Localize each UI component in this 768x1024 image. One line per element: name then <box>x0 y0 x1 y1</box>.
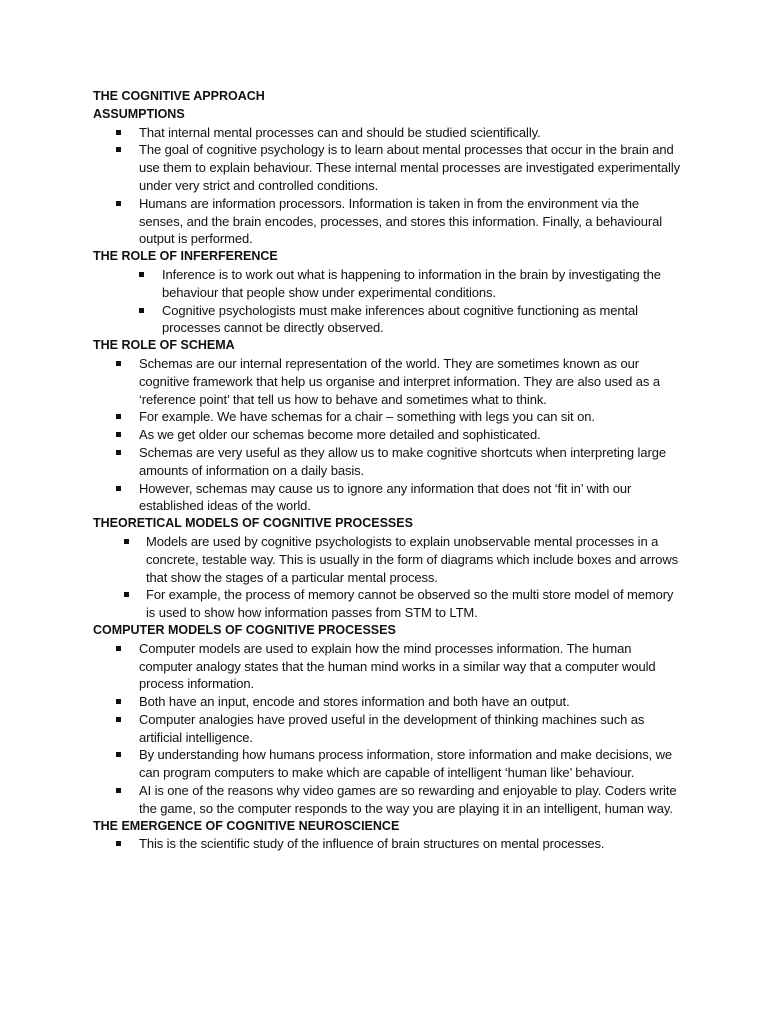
list-item-text: For example. We have schemas for a chair – something with legs you can sit on. <box>139 409 595 425</box>
list-item-text: Schemas are very useful as they allow us to make cognitive shortcuts when interpreting large amounts of information on a daily basis. <box>139 444 666 478</box>
list-item <box>93 195 683 248</box>
list-item <box>93 746 683 782</box>
list-item-text: Computer models are used to explain how the mind processes information. The human computer analogy states that the human mind works in a similar way that a computer would process information. <box>139 640 656 692</box>
square-bullet-icon <box>116 147 121 152</box>
list-item <box>93 426 683 444</box>
section-heading-assumptions: ASSUMPTIONS <box>93 106 185 121</box>
section-heading-cognitive-neuroscience: THE EMERGENCE OF COGNITIVE NEUROSCIENCE <box>93 818 400 833</box>
section-heading-role-of-inference: THE ROLE OF INFERFERENCE <box>93 249 278 264</box>
square-bullet-icon <box>116 130 121 135</box>
section-heading-theoretical-models: THEORETICAL MODELS OF COGNITIVE PROCESSES <box>93 516 413 531</box>
square-bullet-icon <box>116 788 121 793</box>
list-item-text: Both have an input, encode and stores information and both have an output. <box>139 694 570 710</box>
square-bullet-icon <box>116 646 121 651</box>
schema-list <box>93 355 683 515</box>
square-bullet-icon <box>116 201 121 206</box>
neuroscience-list <box>93 835 683 853</box>
list-item <box>93 782 683 818</box>
square-bullet-icon <box>116 432 121 437</box>
square-bullet-icon <box>116 361 121 366</box>
list-item-text: That internal mental processes can and should be studied scientifically. <box>139 124 541 140</box>
document-body <box>93 88 683 853</box>
list-item-text: This is the scientific study of the influence of brain structures on mental processes. <box>139 836 605 852</box>
square-bullet-icon <box>139 272 144 277</box>
list-item <box>93 835 683 853</box>
list-item <box>93 302 683 338</box>
computer-models-list <box>93 640 683 818</box>
list-item <box>93 693 683 711</box>
list-item <box>93 444 683 480</box>
list-item <box>93 586 683 622</box>
list-item-text: Cognitive psychologists must make inferences about cognitive functioning as mental processes cannot be directly observed. <box>162 302 638 336</box>
inference-list <box>93 266 683 337</box>
list-item-text: For example, the process of memory cannot be observed so the multi store model of memory is used to show how information passes from STM to LTM. <box>146 587 674 621</box>
square-bullet-icon <box>116 486 121 491</box>
list-item <box>93 480 683 516</box>
list-item <box>93 124 683 142</box>
list-item-text: Models are used by cognitive psychologists to explain unobservable mental processes in a concrete, testable way. This is usually in the form of diagrams which include boxes and arrows that show the stages of a particular mental process. <box>146 533 679 585</box>
section-heading-role-of-schema: THE ROLE OF SCHEMA <box>93 338 235 353</box>
list-item-text: However, schemas may cause us to ignore any information that does not ‘fit in’ with our established ideas of the world. <box>139 480 632 514</box>
theoretical-models-list <box>93 533 683 622</box>
square-bullet-icon <box>116 841 121 846</box>
list-item-text: AI is one of the reasons why video games are so rewarding and enjoyable to play. Coders write the game, so the computer responds to the way you are playing it in an intelligent, human way. <box>139 783 677 816</box>
square-bullet-icon <box>139 308 144 313</box>
list-item-text: Computer analogies have proved useful in the development of thinking machines such as artificial intelligence. <box>139 711 645 745</box>
square-bullet-icon <box>116 414 121 419</box>
section-heading-computer-models: COMPUTER MODELS OF COGNITIVE PROCESSES <box>93 622 396 637</box>
list-item <box>93 408 683 426</box>
list-item <box>93 141 683 194</box>
square-bullet-icon <box>116 699 121 704</box>
list-item-text: Humans are information processors. Information is taken in from the environment via the senses, and the brain encodes, processes, and stores this information. Finally, a behavioural output is performed. <box>139 195 663 247</box>
square-bullet-icon <box>116 450 121 455</box>
list-item-text: Inference is to work out what is happening to information in the brain by investigating the behaviour that people show under experimental conditions. <box>162 266 661 300</box>
document-title: THE COGNITIVE APPROACH <box>93 89 265 103</box>
square-bullet-icon <box>116 717 121 722</box>
square-bullet-icon <box>116 752 121 757</box>
square-bullet-icon <box>124 592 129 597</box>
square-bullet-icon <box>124 539 129 544</box>
list-item <box>93 640 683 693</box>
list-item <box>93 266 683 302</box>
list-item <box>93 711 683 747</box>
list-item <box>93 533 683 586</box>
list-item-text: Schemas are our internal representation of the world. They are sometimes known as our cognitive framework that help us organise and interpret information. They are also used as a ‘reference point’ that tell us how to behave and sometimes what to think. <box>139 355 660 407</box>
list-item-text: By understanding how humans process information, store information and make decisions, we can program computers to make which are capable of intelligent ‘human like’ behaviour. <box>139 747 673 781</box>
assumptions-list <box>93 124 683 249</box>
list-item <box>93 355 683 408</box>
list-item-text: The goal of cognitive psychology is to learn about mental processes that occur in the brain and use them to explain behaviour. These internal mental processes are investigated experimentally under very strict and controlled conditions. <box>139 142 681 193</box>
list-item-text: As we get older our schemas become more detailed and sophisticated. <box>139 427 541 443</box>
